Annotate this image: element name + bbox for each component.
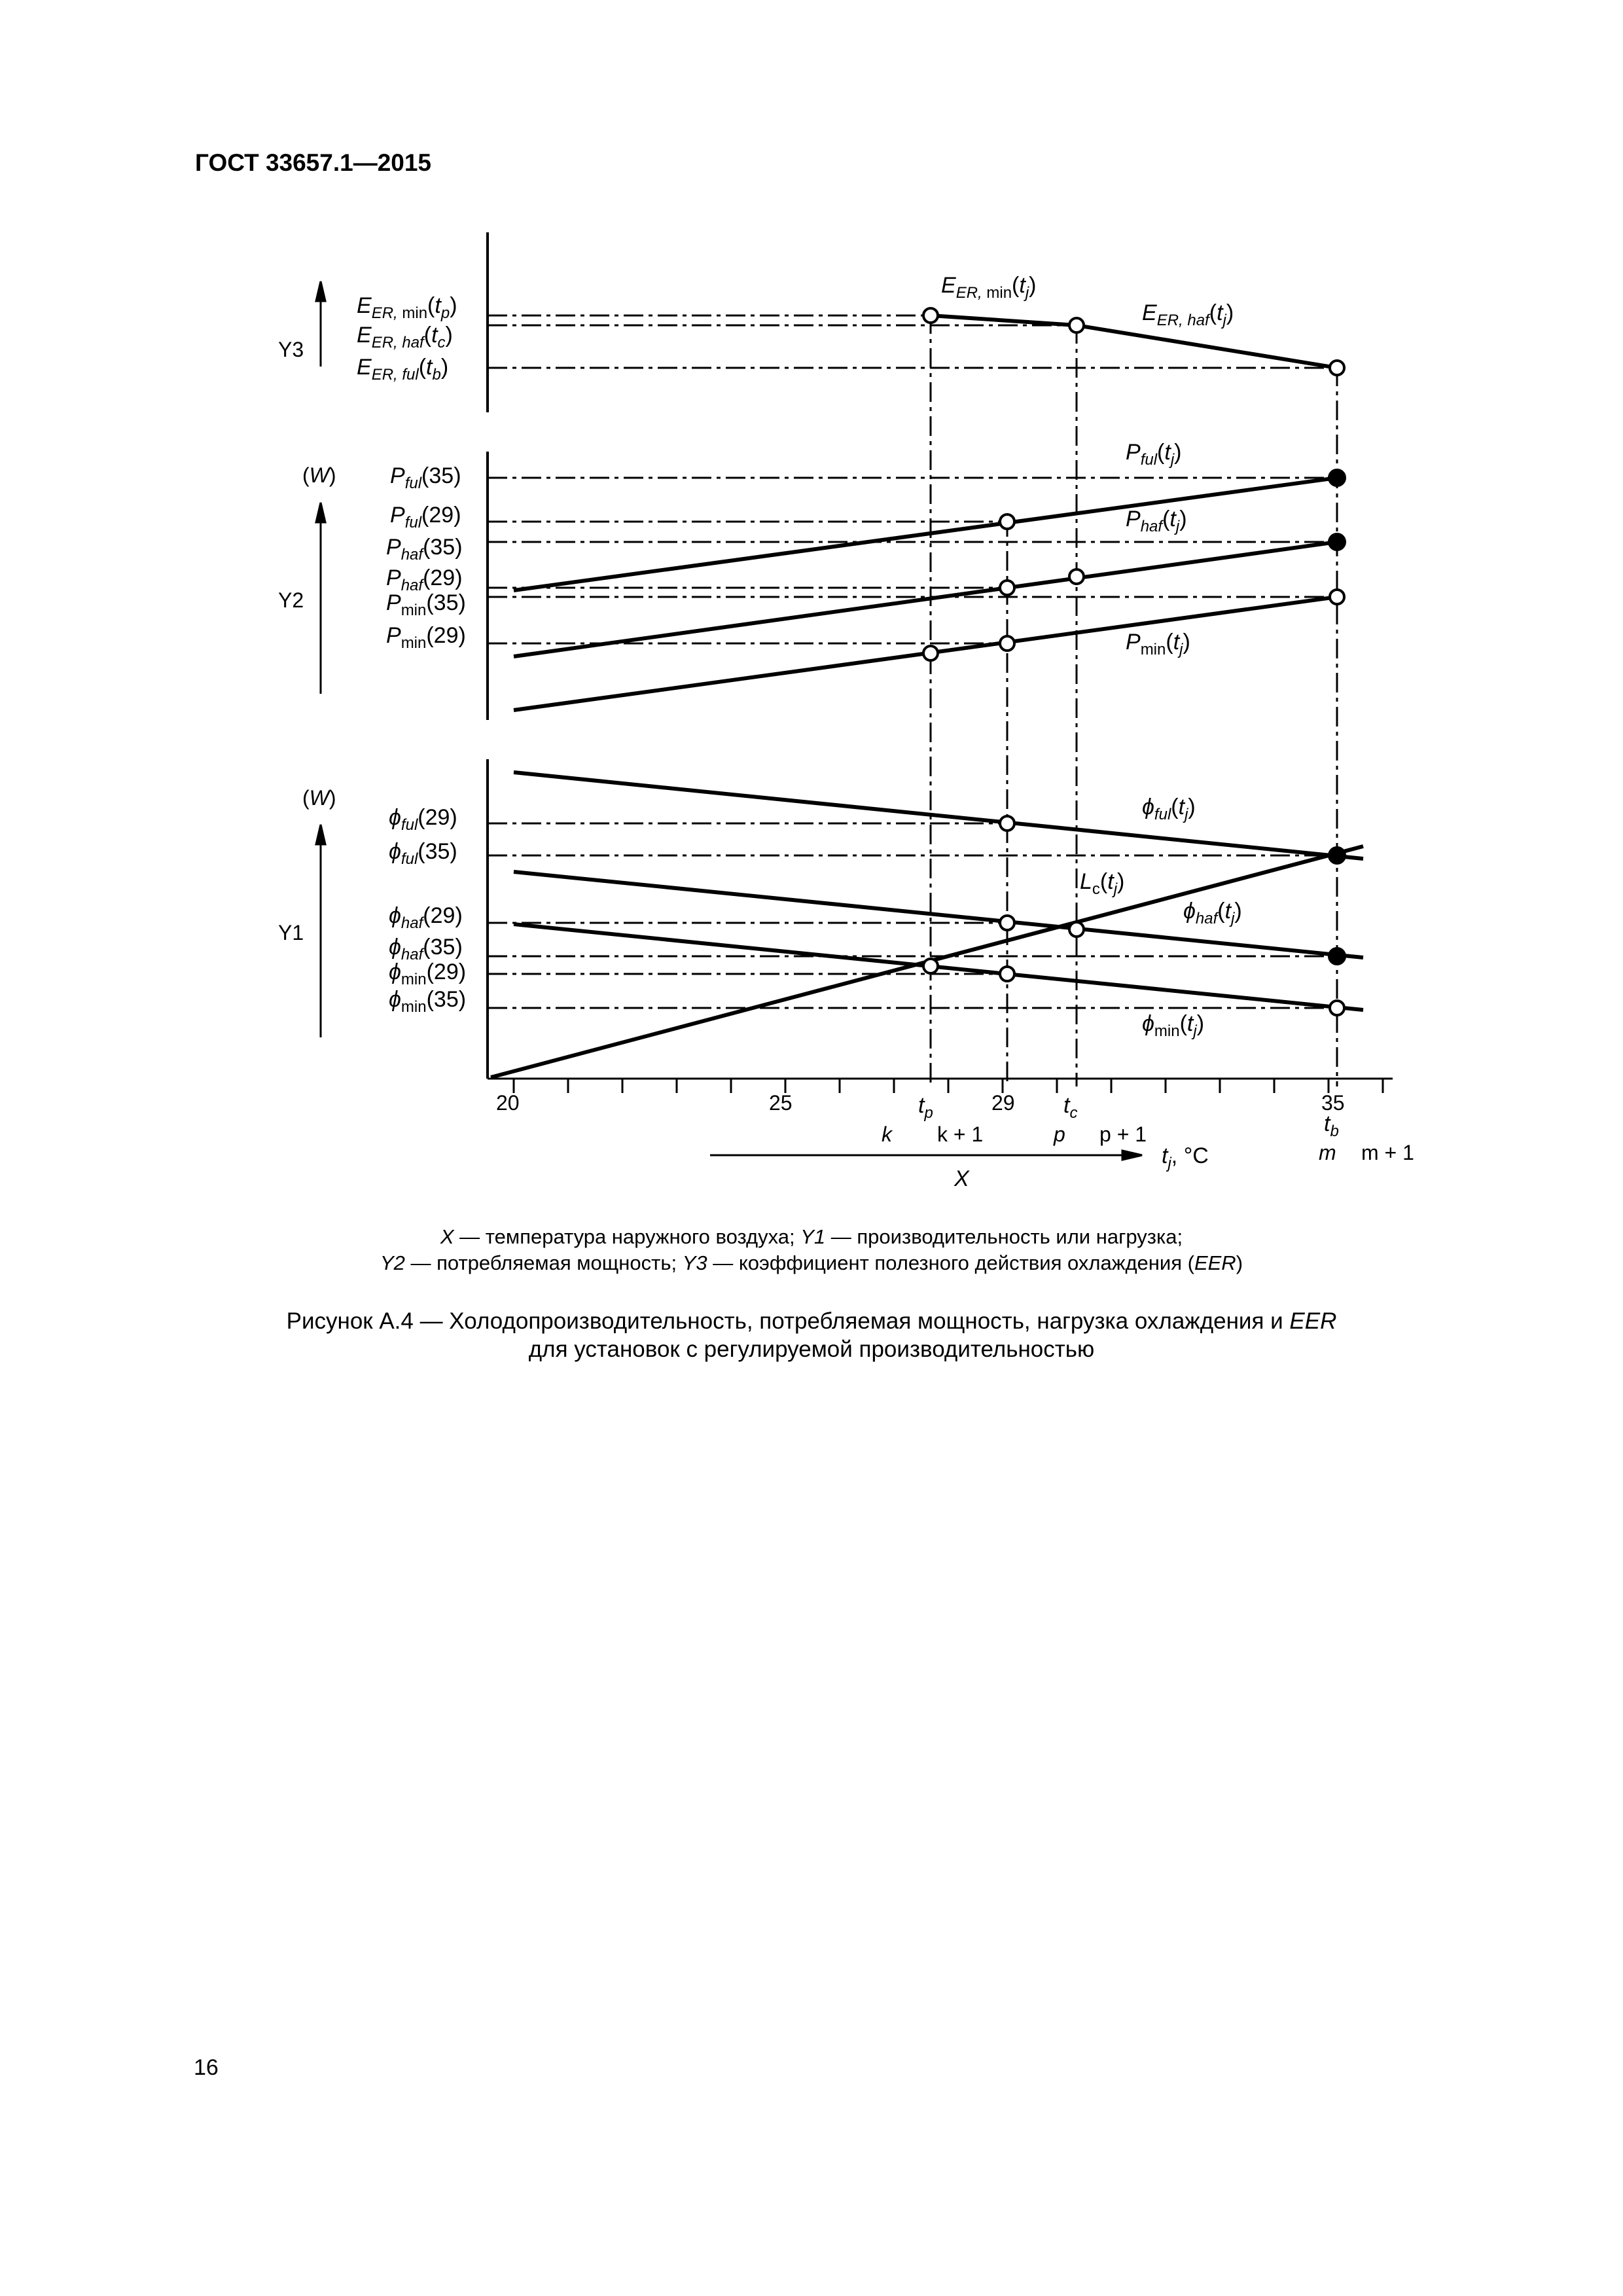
y2-axis-label: Y2 [278,588,304,612]
svg-text:Pful(35): $P_{ful}(35)$ [390,463,461,492]
y1-unit-label: (W) [302,786,336,810]
phi-ful-label: $\phi_{ful}(t_j)$ [1142,795,1196,823]
figure-caption-line-2: для установок с регулируемой производительностью [528,1336,1095,1362]
p-min-label: $P_{min}(t_j)$ [1126,630,1190,658]
phi-ful-line [514,772,1363,859]
p-haf-line [514,542,1337,656]
index-k: k [882,1122,892,1146]
page-number: 16 [194,2055,219,2080]
eer-min-label: $E_{ER,}$ $\min(t_j)$ [941,273,1037,302]
eer-line [931,315,1077,325]
p-ful-line [514,478,1337,590]
x-axis-name: X [954,1166,969,1191]
phi-haf-label: $\phi_{haf}(t_j)$ [1183,899,1242,927]
svg-text:ϕful(35): $\phi_{ful}(35)$ [389,839,457,868]
svg-text:EER, ful(tb): $E_{ER, ful}(t_b)$ [357,355,449,384]
open-markers [923,308,1344,1015]
phi-min-label: $\phi_{min}(t_j)$ [1142,1011,1205,1040]
legend-line-2: Y2 — потребляемая мощность; Y3 — коэффициент полезного действия охлаждения (EER) [380,1251,1243,1274]
x-axis [488,1079,1393,1093]
svg-text:ϕmin(35): $\phi_{min}(35)$ [389,987,467,1016]
p-ful-label: $P_{ful}(t_j)$ [1126,440,1182,469]
x-tick-35: 35 [1321,1091,1345,1115]
svg-text:ϕful(29): $\phi_{ful}(29)$ [389,805,457,834]
eer-haf-line [1077,325,1337,368]
index-m: m [1319,1141,1336,1164]
y2-unit-label: (W) [302,463,336,487]
y1-axis-label: Y1 [278,921,304,944]
y2-tick-labels [386,463,466,652]
x-tick-29: 29 [991,1091,1015,1115]
svg-text:ϕhaf(29): $\phi_{haf}(29)$ [389,903,463,932]
index-m1: m + 1 [1361,1141,1414,1164]
svg-text:ϕhaf(35): $\phi_{haf}(35)$ [389,935,463,963]
y3-axis-label: Y3 [278,338,304,361]
svg-text:EER, haf(tc): $E_{ER, haf}(t_c)$ [357,323,453,351]
document-header: ГОСТ 33657.1—2015 [195,149,432,176]
tb-marker: $t_b$ [1324,1111,1339,1140]
x-tick-25: 25 [769,1091,793,1115]
y3-tick-labels [357,293,457,384]
tp-marker: $t_p$ [918,1093,933,1122]
y-direction-arrows [316,281,325,1037]
eer-haf-label: $E_{ER, haf}(t_j)$ [1142,300,1234,329]
index-p1: p + 1 [1099,1122,1147,1146]
svg-text:Phaf(35): $P_{haf}(35)$ [386,535,463,564]
x-tick-20: 20 [496,1091,520,1115]
figure-caption-line-1: Рисунок А.4 — Холодопроизводительность, потребляемая мощность, нагрузка охлаждения и EER [286,1308,1337,1334]
svg-text:Phaf(29): $P_{haf}(29)$ [386,565,463,594]
guide-lines-horizontal [488,315,1337,1008]
svg-text:ϕmin(29): $\phi_{min}(29)$ [389,960,467,988]
svg-text:Pful(29): $P_{ful}(29)$ [390,503,461,531]
svg-text:Pmin(35): $P_{min}(35)$ [386,590,466,619]
index-p: p [1054,1122,1065,1146]
index-k1: k + 1 [937,1122,984,1146]
p-haf-label: $P_{haf}(t_j)$ [1126,507,1187,535]
svg-text:EER, min(tp): $E_{ER,}$ $\min(t_p)$ [357,293,457,322]
svg-text:Pmin(29): $P_{min}(29)$ [386,623,466,652]
tc-marker: $t_c$ [1063,1093,1078,1122]
x-direction-arrow [710,1151,1142,1160]
tj-unit-label: $t_j$, °C [1162,1143,1209,1172]
lc-label: $L_c(t_j)$ [1080,869,1125,898]
y1-tick-labels [389,805,466,1016]
legend-line-1: X — температура наружного воздуха; Y1 — производительность или нагрузка; [440,1225,1183,1248]
series-labels [941,273,1242,1040]
